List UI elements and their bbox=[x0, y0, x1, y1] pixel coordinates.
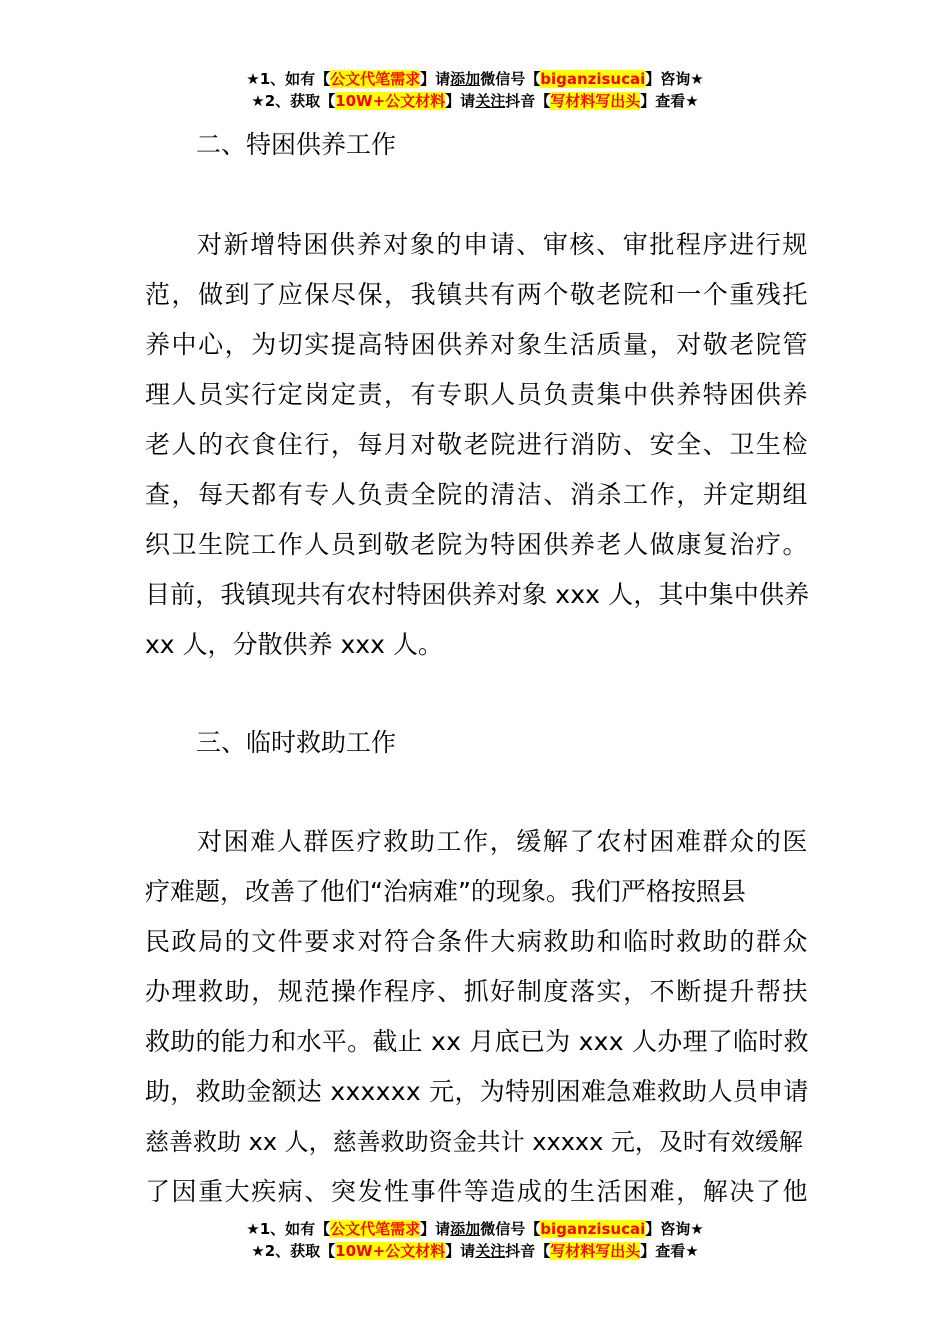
paragraph-line: 养中心，为切实提高特困供养对象生活质量，对敬老院管 bbox=[145, 330, 810, 359]
paragraph-line: 对新增特困供养对象的申请、审核、审批程序进行规 bbox=[197, 230, 810, 259]
wechat-id-highlight: biganzisucai bbox=[540, 70, 646, 88]
star-icon: ★ bbox=[690, 70, 704, 88]
banner-line-2 bbox=[0, 1240, 950, 1262]
wechat-id-highlight: biganzisucai bbox=[540, 1220, 646, 1238]
banner-text: 1、如有【 bbox=[259, 1220, 331, 1238]
banner-highlight: 10W+公文材料 bbox=[335, 1242, 446, 1260]
paragraph-line: 目前，我镇现共有农村特困供养对象 xxx 人，其中集中供养 bbox=[145, 580, 810, 609]
banner-text: 】请 bbox=[445, 1242, 476, 1260]
star-icon: ★ bbox=[246, 1220, 260, 1238]
banner-line-2 bbox=[0, 90, 950, 112]
douyin-id-highlight: 写材料写出头 bbox=[550, 1242, 641, 1260]
paragraph-line: 民政局的文件要求对符合条件大病救助和临时救助的群众 bbox=[145, 927, 810, 956]
paragraph-line: 范，做到了应保尽保，我镇共有两个敬老院和一个重残托 bbox=[145, 280, 810, 309]
paragraph-line: 助，救助金额达 xxxxxx 元，为特别困难急难救助人员申请 bbox=[145, 1077, 809, 1106]
banner-line-1 bbox=[0, 68, 950, 90]
banner-highlight: 公文代笔需求 bbox=[330, 70, 421, 88]
banner-text: 抖音【 bbox=[505, 92, 551, 110]
star-icon: ★ bbox=[685, 1242, 699, 1260]
star-icon: ★ bbox=[690, 1220, 704, 1238]
star-icon: ★ bbox=[251, 92, 265, 110]
section-heading-2: 二、特困供养工作 bbox=[196, 130, 397, 159]
star-icon: ★ bbox=[251, 1242, 265, 1260]
banner-highlight: 公文代笔需求 bbox=[330, 1220, 421, 1238]
paragraph-line: 疗难题，改善了他们“治病难”的现象。我们严格按照县 bbox=[145, 877, 746, 906]
paragraph-line: 对困难人群医疗救助工作，缓解了农村困难群众的医 bbox=[197, 827, 810, 856]
banner-text: 】咨询 bbox=[645, 1220, 691, 1238]
star-icon: ★ bbox=[246, 70, 260, 88]
banner-underlined: 关注 bbox=[475, 92, 506, 110]
paragraph-line: 老人的衣食住行，每月对敬老院进行消防、安全、卫生检 bbox=[145, 430, 810, 459]
banner-text: 抖音【 bbox=[505, 1242, 551, 1260]
paragraph-line: 理人员实行定岗定责，有专职人员负责集中供养特困供养 bbox=[145, 380, 810, 409]
paragraph-line: 救助的能力和水平。截止 xx 月底已为 xxx 人办理了临时救 bbox=[145, 1027, 809, 1056]
banner-text: 】请 bbox=[420, 70, 451, 88]
banner-text: 微信号【 bbox=[480, 1220, 541, 1238]
douyin-id-highlight: 写材料写出头 bbox=[550, 92, 641, 110]
banner-text: 】请 bbox=[420, 1220, 451, 1238]
star-icon: ★ bbox=[685, 92, 699, 110]
banner-underlined: 关注 bbox=[475, 1242, 506, 1260]
banner-text: 】咨询 bbox=[645, 70, 691, 88]
paragraph-line: 织卫生院工作人员到敬老院为特困供养老人做康复治疗。 bbox=[145, 530, 810, 559]
banner-text: 】查看 bbox=[640, 92, 686, 110]
banner-text: 】请 bbox=[445, 92, 476, 110]
header-banner bbox=[0, 68, 950, 112]
banner-text: 】查看 bbox=[640, 1242, 686, 1260]
banner-line-1 bbox=[0, 1218, 950, 1240]
section-heading-3: 三、临时救助工作 bbox=[196, 728, 397, 757]
banner-highlight: 10W+公文材料 bbox=[335, 92, 446, 110]
banner-text: 2、获取【 bbox=[264, 92, 336, 110]
banner-text: 2、获取【 bbox=[264, 1242, 336, 1260]
paragraph-line: 了因重大疾病、突发性事件等造成的生活困难，解决了他 bbox=[145, 1177, 810, 1206]
footer-banner bbox=[0, 1218, 950, 1262]
paragraph-line: xx 人，分散供养 xxx 人。 bbox=[145, 630, 443, 659]
banner-text: 微信号【 bbox=[480, 70, 541, 88]
paragraph-line: 查，每天都有专人负责全院的清洁、消杀工作，并定期组 bbox=[145, 480, 810, 509]
paragraph-line: 慈善救助 xx 人，慈善救助资金共计 xxxxx 元，及时有效缓解 bbox=[145, 1128, 803, 1156]
paragraph-line: 办理救助，规范操作程序、抓好制度落实，不断提升帮扶 bbox=[145, 977, 810, 1006]
banner-text: 1、如有【 bbox=[259, 70, 331, 88]
banner-underlined: 添加 bbox=[450, 70, 481, 88]
banner-underlined: 添加 bbox=[450, 1220, 481, 1238]
